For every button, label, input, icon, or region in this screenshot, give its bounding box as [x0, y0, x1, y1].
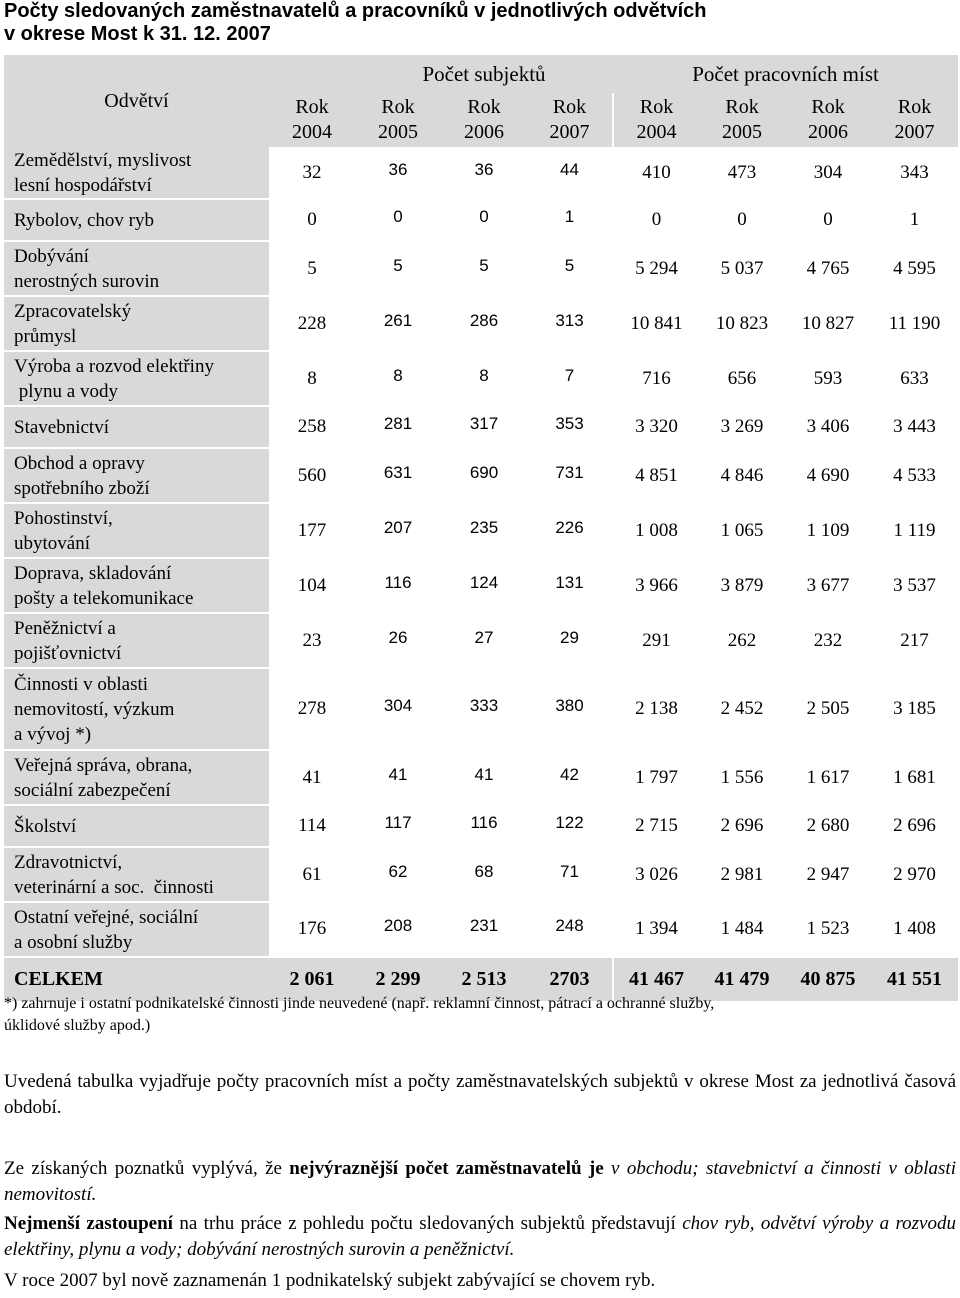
- footnote: [4, 993, 954, 1037]
- sector-label-line: Peněžnictví a: [14, 617, 116, 639]
- jobs-cell: 2 715: [635, 815, 678, 836]
- subjects-cell: 26: [388, 627, 408, 647]
- subjects-cell: 317: [469, 414, 499, 433]
- subjects-cell: 27: [474, 627, 494, 647]
- jobs-cell: 1 408: [893, 918, 936, 939]
- year-value: 2004: [636, 121, 677, 143]
- subjects-cell: 177: [297, 519, 327, 541]
- table-row: [4, 750, 958, 805]
- sector-label-line: Pohostinství,: [14, 507, 113, 529]
- table-row: [4, 847, 958, 902]
- jobs-cell: 11 190: [888, 312, 941, 334]
- subjects-cell: 5: [479, 255, 489, 275]
- jobs-cell: 2 680: [806, 815, 850, 836]
- sector-label-line: Obchod a opravy: [14, 452, 145, 474]
- jobs-cell: 4 533: [893, 464, 936, 486]
- jobs-cell: 1 681: [893, 766, 936, 788]
- jobs-cell: 4 595: [893, 257, 936, 279]
- subjects-cell: 124: [469, 572, 499, 592]
- jobs-cell: 0: [737, 209, 747, 230]
- subjects-cell: 208: [383, 916, 413, 935]
- header-filler: [269, 55, 355, 93]
- table-row: [4, 805, 958, 847]
- jobs-cell: 1: [909, 209, 920, 230]
- total-subjects-cell: 2 299: [355, 957, 441, 1001]
- paragraph-4: V roce 2007 byl nově zaznamenán 1 podnikatelský subjekt zabývající se chovem ryb.: [4, 1270, 656, 1291]
- sector-label-line: spotřebního zboží: [14, 477, 150, 499]
- year-word: Rok: [381, 96, 415, 118]
- year-word: Rok: [295, 96, 329, 118]
- subjects-cell: 228: [297, 312, 327, 334]
- sector-label-line: pojišťovnictví: [14, 642, 122, 664]
- sector-label-line: sociální zabezpečení: [14, 779, 171, 801]
- jobs-cell: 1 617: [806, 766, 850, 788]
- header-sector: Odvětví: [4, 55, 269, 147]
- jobs-cell: 1 797: [635, 766, 678, 788]
- year-value: 2005: [378, 121, 418, 143]
- subjects-cell: 281: [383, 414, 413, 433]
- sector-label-line: Doprava, skladování: [14, 562, 172, 584]
- year-word: Rok: [467, 96, 501, 118]
- sector-label-line: průmysl: [14, 325, 77, 347]
- subjects-cell: 62: [388, 861, 408, 881]
- title-line-2: v okrese Most k 31. 12. 2007: [4, 23, 271, 45]
- jobs-cell: 3 185: [893, 698, 936, 719]
- jobs-cell: 3 677: [806, 574, 850, 596]
- year-word: Rok: [811, 96, 845, 118]
- subjects-cell: 313: [527, 296, 613, 351]
- subjects-cell: 631: [383, 462, 413, 482]
- sector-label: [4, 805, 269, 847]
- jobs-cell: 3 026: [635, 863, 678, 885]
- jobs-cell: 2 970: [893, 863, 936, 885]
- table-row: [4, 613, 958, 668]
- total-subjects-cell: 2 513: [441, 957, 527, 1001]
- jobs-cell: 1 109: [806, 519, 850, 541]
- jobs-cell: 1 065: [720, 519, 764, 541]
- sector-label: [4, 668, 269, 750]
- year-word: Rok: [552, 96, 587, 118]
- year-value: 2007: [549, 121, 590, 143]
- sector-label-line: Stavebnictví: [14, 416, 109, 438]
- header-jobs-year-2006: [785, 93, 871, 147]
- subjects-cell: 0: [479, 207, 489, 226]
- subjects-cell: 333: [469, 696, 499, 715]
- jobs-cell: 1 394: [635, 918, 678, 939]
- sector-label-line: Ostatní veřejné, sociální: [14, 906, 199, 928]
- year-word: Rok: [639, 96, 674, 118]
- sector-label: [4, 902, 269, 957]
- jobs-cell: 3 320: [635, 416, 678, 437]
- sector-label-line: Dobývání: [14, 245, 89, 267]
- header-subjects-year-2004: [269, 93, 355, 147]
- jobs-cell: 3 966: [635, 574, 678, 596]
- subjects-cell: 261: [383, 310, 413, 330]
- subjects-cell: 41: [388, 764, 408, 784]
- sector-label: [4, 847, 269, 902]
- table-row: [4, 147, 958, 199]
- header-subjects-year-2005: [355, 93, 441, 147]
- header-jobs-year-2005: [699, 93, 785, 147]
- sector-label: [4, 503, 269, 558]
- subjects-cell: 176: [297, 918, 327, 939]
- footnote-line-2: úklidové služby apod.): [4, 1017, 151, 1034]
- jobs-cell: 3 406: [806, 416, 850, 437]
- jobs-cell: 0: [823, 209, 833, 230]
- total-label: CELKEM: [4, 957, 269, 1001]
- subjects-cell: 131: [527, 558, 613, 613]
- subjects-cell: 286: [469, 310, 499, 330]
- jobs-cell: 1 556: [720, 766, 764, 788]
- subjects-cell: 8: [479, 365, 489, 385]
- jobs-cell: 2 981: [720, 863, 764, 885]
- jobs-cell: 5 037: [720, 257, 764, 279]
- jobs-cell: 633: [900, 367, 929, 389]
- subjects-cell: 114: [298, 815, 326, 836]
- year-value: 2006: [464, 121, 504, 143]
- employment-table: [4, 55, 958, 1001]
- sector-label-line: ubytování: [14, 532, 90, 554]
- sector-label: [4, 613, 269, 668]
- sector-label: [4, 147, 269, 199]
- subjects-cell: 116: [470, 813, 498, 832]
- total-subjects-cell: 2 061: [269, 957, 355, 1001]
- subjects-cell: 380: [527, 668, 613, 750]
- jobs-cell: 3 879: [720, 574, 764, 596]
- jobs-cell: 10 823: [715, 312, 769, 334]
- sector-label-line: Výroba a rozvod elektřiny: [14, 355, 214, 377]
- subjects-cell: 8: [393, 365, 403, 385]
- subjects-cell: 71: [527, 847, 613, 902]
- jobs-cell: 1 008: [635, 519, 678, 541]
- jobs-cell: 232: [813, 629, 843, 651]
- sector-label: [4, 750, 269, 805]
- subjects-cell: 8: [307, 367, 317, 389]
- year-value: 2004: [292, 121, 332, 143]
- paragraph-2-bold: nejvýraznější počet zaměstnavatelů je: [289, 1158, 604, 1179]
- sector-label: [4, 296, 269, 351]
- subjects-cell: 231: [469, 916, 499, 935]
- table-row: [4, 199, 958, 241]
- table-row: [4, 351, 958, 406]
- sector-label: [4, 558, 269, 613]
- subjects-cell: 5: [527, 241, 613, 296]
- jobs-cell: 3 269: [720, 416, 764, 437]
- subjects-cell: 122: [527, 805, 613, 847]
- subjects-cell: 23: [302, 629, 322, 651]
- table-row: [4, 406, 958, 448]
- jobs-cell: 716: [642, 367, 671, 389]
- table-row: [4, 902, 958, 957]
- page-title: [4, 0, 706, 46]
- sector-label: [4, 199, 269, 241]
- subjects-cell: 278: [297, 698, 327, 719]
- sector-label-line: Rybolov, chov ryb: [14, 209, 154, 231]
- jobs-cell: 410: [642, 162, 671, 183]
- jobs-cell: 2 696: [720, 815, 764, 836]
- header-jobs-year-2007: [871, 93, 958, 147]
- jobs-cell: 4 690: [806, 464, 850, 486]
- subjects-cell: 41: [302, 766, 322, 788]
- sector-label-line: veterinární a soc. činnosti: [14, 876, 214, 898]
- subjects-cell: 304: [383, 696, 413, 715]
- subjects-cell: 68: [474, 861, 494, 881]
- subjects-cell: 353: [527, 406, 613, 448]
- subjects-cell: 0: [393, 207, 403, 226]
- sector-label-line: a vývoj *): [14, 723, 92, 745]
- jobs-cell: 3 537: [893, 574, 936, 596]
- jobs-cell: 2 696: [893, 815, 936, 836]
- year-value: 2006: [808, 121, 849, 143]
- table-row: [4, 448, 958, 503]
- jobs-cell: 1 119: [893, 519, 936, 541]
- jobs-cell: 2 947: [806, 863, 850, 885]
- subjects-cell: 258: [297, 416, 327, 437]
- paragraph-3: [4, 1211, 956, 1263]
- total-jobs-cell: 41 479: [699, 957, 785, 1001]
- table-row: [4, 558, 958, 613]
- jobs-cell: 217: [900, 629, 929, 651]
- jobs-cell: 10 841: [630, 312, 683, 334]
- header-subjects-group: Počet subjektů: [355, 55, 613, 93]
- year-word: Rok: [897, 96, 932, 118]
- subjects-cell: 41: [474, 764, 494, 784]
- subjects-cell: 32: [302, 162, 322, 183]
- sector-label: [4, 241, 269, 296]
- paragraph-2-a: Ze získaných poznatků vyplývá, že: [4, 1158, 290, 1179]
- table-row: [4, 668, 958, 750]
- jobs-cell: 5 294: [635, 257, 678, 279]
- subjects-cell: 44: [527, 147, 613, 199]
- sector-label-line: nemovitostí, výzkum: [14, 698, 175, 720]
- subjects-cell: 116: [384, 572, 412, 592]
- header-jobs-group: Počet pracovních míst: [613, 55, 958, 93]
- sector-label-line: lesní hospodářství: [14, 174, 152, 196]
- total-jobs-cell: 41 551: [871, 957, 958, 1001]
- subjects-cell: 7: [527, 351, 613, 406]
- subjects-cell: 235: [469, 517, 499, 537]
- jobs-cell: 10 827: [801, 312, 855, 334]
- subjects-cell: 42: [527, 750, 613, 805]
- paragraph-2-italic: v obchodu; stavebnictví a činnosti v oblasti nemovitostí.: [4, 1158, 956, 1205]
- year-value: 2005: [722, 121, 763, 143]
- jobs-cell: 0: [651, 209, 662, 230]
- paragraph-3-bold: Nejmenší zastoupení: [4, 1213, 173, 1234]
- sector-label: [4, 406, 269, 448]
- sector-label: [4, 351, 269, 406]
- footnote-line-1: *) zahrnuje i ostatní podnikatelské činnosti jinde neuvedené (např. reklamní činnost, pátrací a ochranné služby,: [4, 995, 715, 1012]
- subjects-cell: 36: [474, 160, 494, 179]
- jobs-cell: 593: [813, 367, 843, 389]
- paragraph-3-b: na trhu práce z pohledu počtu sledovaných subjektů představují: [172, 1213, 683, 1234]
- jobs-cell: 2 138: [635, 698, 678, 719]
- jobs-cell: 656: [727, 367, 757, 389]
- table-row: [4, 503, 958, 558]
- subjects-cell: 104: [297, 574, 327, 596]
- paragraph-2: [4, 1156, 956, 1208]
- subjects-cell: 0: [307, 209, 317, 230]
- subjects-cell: 36: [388, 160, 408, 179]
- sector-label: [4, 448, 269, 503]
- sector-label-line: Zdravotnictví,: [14, 851, 123, 873]
- jobs-cell: 304: [813, 162, 843, 183]
- jobs-cell: 1 523: [806, 918, 850, 939]
- subjects-cell: 690: [469, 462, 499, 482]
- table-row: [4, 296, 958, 351]
- sector-label-line: Činnosti v oblasti: [14, 673, 149, 695]
- subjects-cell: 226: [527, 503, 613, 558]
- subjects-cell: 61: [302, 863, 322, 885]
- total-jobs-cell: 41 467: [613, 957, 699, 1001]
- header-subjects-year-2006: [441, 93, 527, 147]
- subjects-cell: 117: [384, 813, 412, 832]
- table-row: [4, 241, 958, 296]
- paragraph-1: Uvedená tabulka vyjadřuje počty pracovních míst a počty zaměstnavatelských subjektů v okrese Most za jednotlivá časová období.: [4, 1071, 956, 1118]
- subjects-cell: 1: [527, 199, 613, 241]
- jobs-cell: 4 846: [720, 464, 764, 486]
- sector-label-line: a osobní služby: [14, 931, 133, 953]
- title-line-1: Počty sledovaných zaměstnavatelů a pracovníků v jednotlivých odvětvích: [4, 0, 707, 22]
- table-header: [4, 55, 958, 147]
- sector-label-line: nerostných surovin: [14, 270, 160, 292]
- sector-label-line: Školství: [14, 815, 77, 837]
- subjects-cell: 560: [297, 464, 327, 486]
- subjects-cell: 207: [383, 517, 413, 537]
- table-body: [4, 147, 958, 1001]
- jobs-cell: 291: [642, 629, 671, 651]
- total-subjects-cell: 2703: [527, 957, 613, 1001]
- jobs-cell: 343: [900, 162, 929, 183]
- header-jobs-year-2004: [613, 93, 699, 147]
- sector-label-line: plynu a vody: [14, 380, 118, 402]
- subjects-cell: 5: [307, 257, 317, 279]
- sector-label-line: pošty a telekomunikace: [14, 587, 194, 609]
- sector-label-line: Veřejná správa, obrana,: [14, 754, 193, 776]
- header-subjects-year-2007: [527, 93, 613, 147]
- sector-label-line: Zemědělství, myslivost: [14, 149, 192, 171]
- year-value: 2007: [894, 121, 935, 143]
- jobs-cell: 473: [727, 162, 757, 183]
- total-jobs-cell: 40 875: [785, 957, 871, 1001]
- jobs-cell: 262: [727, 629, 757, 651]
- jobs-cell: 2 452: [720, 698, 764, 719]
- subjects-cell: 248: [527, 902, 613, 957]
- jobs-cell: 1 484: [720, 918, 764, 939]
- subjects-cell: 29: [527, 613, 613, 668]
- jobs-cell: 2 505: [806, 698, 850, 719]
- jobs-cell: 4 765: [806, 257, 850, 279]
- subjects-cell: 5: [393, 255, 403, 275]
- sector-label-line: Zpracovatelský: [14, 300, 132, 322]
- year-word: Rok: [725, 96, 759, 118]
- subjects-cell: 731: [527, 448, 613, 503]
- jobs-cell: 4 851: [635, 464, 678, 486]
- jobs-cell: 3 443: [893, 416, 936, 437]
- paragraph-3-italic: chov ryb, odvětví výroby a rozvodu elektřiny, plynu a vody; dobývání nerostných surovin a peněžnictví.: [4, 1213, 956, 1260]
